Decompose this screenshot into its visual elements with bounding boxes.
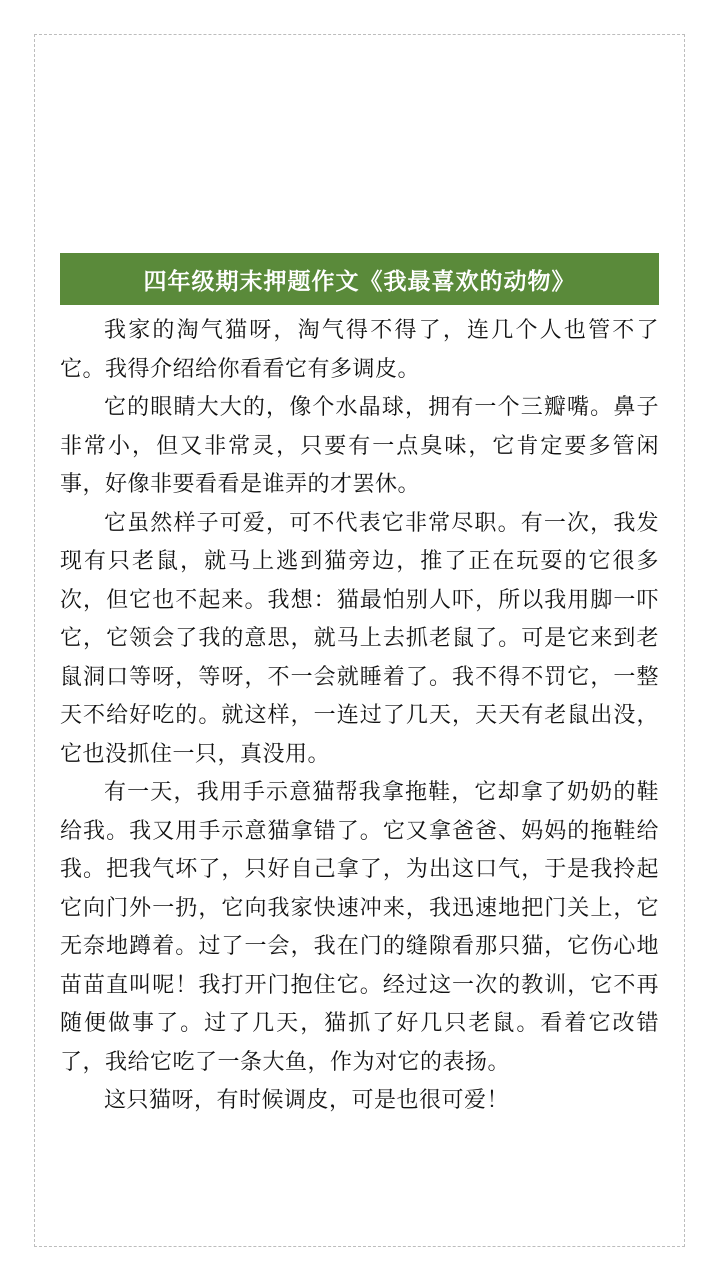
essay-title: 四年级期末押题作文《我最喜欢的动物》 (143, 267, 576, 295)
essay-paragraph: 它的眼睛大大的，像个水晶球，拥有一个三瓣嘴。鼻子非常小，但又非常灵，只要有一点臭味，它肯定要多管闲事，好像非要看看是谁弄的才罢休。 (60, 395, 659, 497)
essay-title-banner (60, 253, 659, 305)
essay-paragraph: 有一天，我用手示意猫帮我拿拖鞋，它却拿了奶奶的鞋给我。我又用手示意猫拿错了。它又拿爸爸、妈妈的拖鞋给我。把我气坏了，只好自己拿了，为出这口气，于是我拎起它向门外一扔，它向我家快速冲来，我迅速地把门关上，它无奈地蹲着。过了一会，我在门的缝隙看那只猫，它伤心地苗苗直叫呢！我打开门抱住它。经过这一次的教训，它不再随便做事了。过了几天，猫抓了好几只老鼠。看着它改错了，我给它吃了一条大鱼，作为对它的表扬。 (60, 780, 659, 1075)
essay-paragraph: 我家的淘气猫呀，淘气得不得了，连几个人也管不了它。我得介绍给你看看它有多调皮。 (60, 318, 659, 382)
essay-body (60, 312, 659, 1121)
essay-paragraph: 这只猫呀，有时候调皮，可是也很可爱！ (104, 1088, 510, 1113)
essay-paragraph: 它虽然样子可爱，可不代表它非常尽职。有一次，我发现有只老鼠，就马上逃到猫旁边，推了正在玩耍的它很多次，但它也不起来。我想：猫最怕别人吓，所以我用脚一吓它，它领会了我的意思，就马上去抓老鼠了。可是它来到老鼠洞口等呀，等呀，不一会就睡着了。我不得不罚它，一整天不给好吃的。就这样，一连过了几天，天天有老鼠出没，它也没抓住一只，真没用。 (60, 510, 659, 767)
